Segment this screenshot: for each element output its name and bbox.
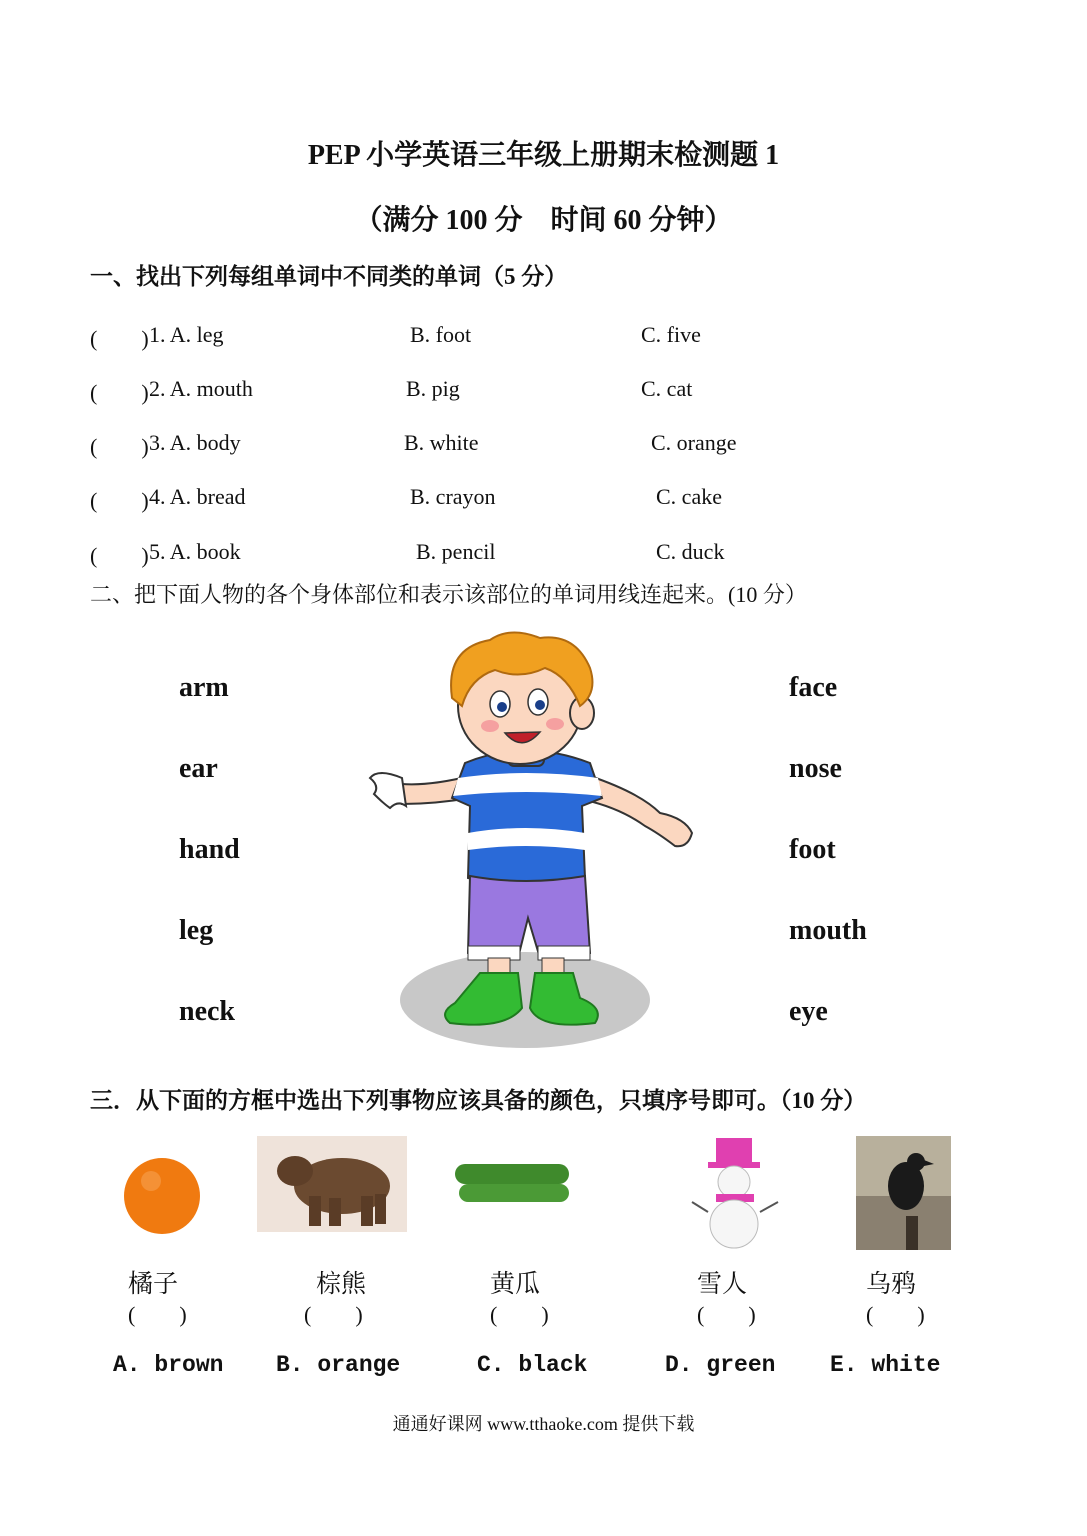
- word-leg[interactable]: leg: [179, 915, 214, 946]
- word-foot[interactable]: foot: [789, 834, 836, 865]
- word-hand[interactable]: hand: [179, 834, 240, 865]
- word-face[interactable]: face: [789, 672, 838, 703]
- option-a: 1. A. leg: [149, 322, 224, 347]
- footer-credit: 通通好课网 www.tthaoke.com 提供下载: [392, 1414, 695, 1434]
- orange-picture: [107, 1136, 217, 1250]
- bear-picture: [257, 1136, 407, 1232]
- word-arm[interactable]: arm: [179, 672, 229, 703]
- answer-blank[interactable]: ( ): [90, 434, 149, 459]
- option-c: C. five: [641, 322, 701, 347]
- option-b: B. pig: [406, 376, 460, 401]
- option-a: 3. A. body: [149, 430, 241, 455]
- option-a: 4. A. bread: [149, 484, 246, 509]
- cucumber-picture: [447, 1150, 577, 1220]
- section-2-heading: 二、把下面人物的各个身体部位和表示该部位的单词用线连起来。(10 分）: [90, 582, 807, 607]
- page-subtitle: （满分 100 分 时间 60 分钟）: [354, 205, 733, 236]
- answer-blank[interactable]: ( ): [90, 488, 149, 513]
- label-crow: 乌鸦: [866, 1269, 917, 1298]
- answer-blank[interactable]: ( ): [90, 380, 149, 405]
- answer-blank[interactable]: ( ): [90, 543, 149, 568]
- option-b: B. white: [404, 430, 479, 455]
- word-nose[interactable]: nose: [789, 753, 842, 784]
- label-orange: 橘子: [128, 1269, 179, 1298]
- page-title: PEP 小学英语三年级上册期末检测题 1: [307, 140, 780, 171]
- crow-picture: [856, 1136, 951, 1250]
- word-neck[interactable]: neck: [179, 996, 235, 1027]
- option-c: C. cat: [641, 376, 693, 401]
- blank-bear[interactable]: ( ): [304, 1302, 363, 1327]
- section-1-heading: 一、找出下列每组单词中不同类的单词（5 分）: [90, 264, 568, 289]
- word-eye[interactable]: eye: [789, 996, 828, 1027]
- word-ear[interactable]: ear: [179, 753, 218, 784]
- option-green: D. green: [665, 1352, 776, 1378]
- option-orange: B. orange: [276, 1352, 401, 1378]
- label-snowman: 雪人: [697, 1269, 748, 1298]
- label-cucumber: 黄瓜: [490, 1269, 541, 1298]
- blank-crow[interactable]: ( ): [866, 1302, 925, 1327]
- answer-blank[interactable]: ( ): [90, 326, 149, 351]
- option-c: C. cake: [656, 484, 722, 509]
- option-c: C. orange: [651, 430, 737, 455]
- blank-snowman[interactable]: ( ): [697, 1302, 756, 1327]
- option-b: B. foot: [410, 322, 472, 347]
- option-b: B. pencil: [416, 539, 496, 564]
- option-a: 2. A. mouth: [149, 376, 253, 401]
- option-b: B. crayon: [410, 484, 496, 509]
- option-c: C. duck: [656, 539, 725, 564]
- word-mouth[interactable]: mouth: [789, 915, 867, 946]
- blank-orange[interactable]: ( ): [128, 1302, 187, 1327]
- section-3-heading: 三．从下面的方框中选出下列事物应该具备的颜色，只填序号即可。（10 分）: [90, 1088, 867, 1113]
- blank-cucumber[interactable]: ( ): [490, 1302, 549, 1327]
- option-black: C. black: [477, 1352, 588, 1378]
- snowman-picture: [686, 1134, 786, 1252]
- option-brown: A. brown: [113, 1352, 224, 1378]
- option-white: E. white: [830, 1352, 941, 1378]
- label-bear: 棕熊: [316, 1269, 367, 1298]
- boy-illustration: [340, 628, 712, 1058]
- option-a: 5. A. book: [149, 539, 241, 564]
